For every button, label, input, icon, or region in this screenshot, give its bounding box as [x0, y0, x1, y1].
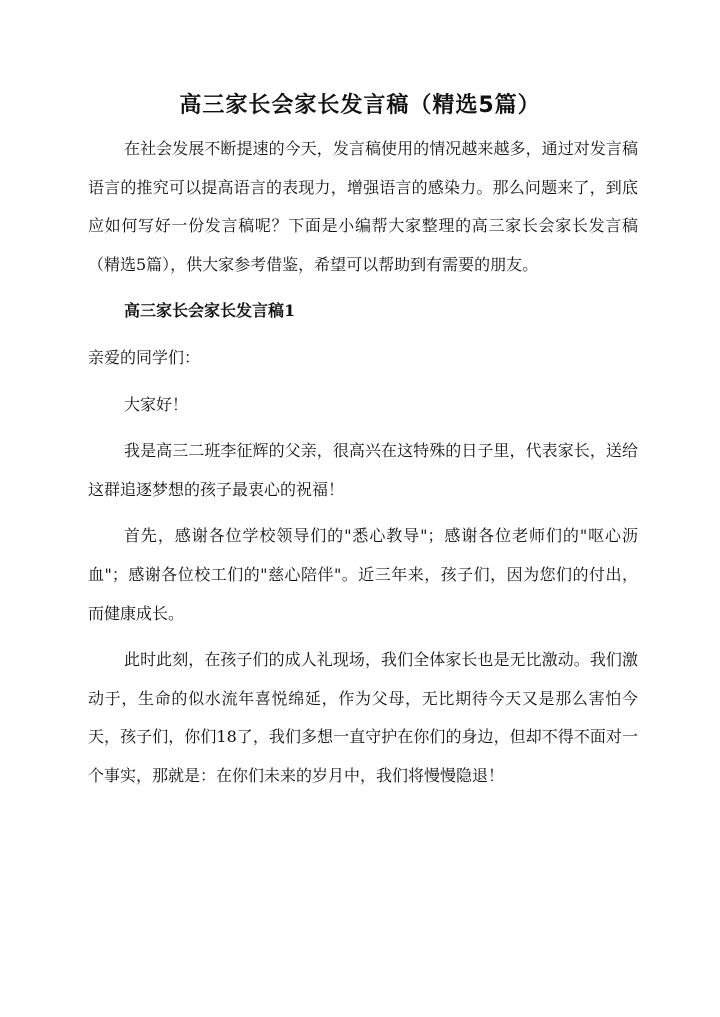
body-paragraph: 首先，感谢各位学校领导们的"悉心教导"；感谢各位老师们的"呕心沥血"；感谢各位校工们的"慈心陪伴"。近三年来，孩子们，因为您们的付出，而健康成长。 [88, 526, 638, 623]
salutation: 亲爱的同学们： [88, 347, 201, 367]
document-title: 高三家长会家长发言稿（精选5篇） [179, 93, 541, 118]
document-body [88, 130, 638, 804]
greeting: 大家好！ [124, 394, 189, 414]
body-paragraph: 此时此刻，在孩子们的成人礼现场，我们全体家长也是无比激动。我们激动于，生命的似水流年喜悦绵延，作为父母，无比期待今天又是那么害怕今天，孩子们，你们18了，我们多想一直守护在你们的身边，但却不得不面对一个事实，那就是：在你们未来的岁月中，我们将慢慢隐退！ [88, 650, 638, 785]
section-heading: 高三家长会家长发言稿1 [124, 301, 296, 321]
body-paragraph: 我是高三二班李征辉的父亲，很高兴在这特殊的日子里，代表家长，送给这群追逐梦想的孩子最衷心的祝福！ [88, 441, 638, 499]
intro-paragraph: 在社会发展不断提速的今天，发言稿使用的情况越来越多，通过对发言稿语言的推究可以提高语言的表现力，增强语言的感染力。那么问题来了，到底应如何写好一份发言稿呢？下面是小编帮大家整理的高三家长会家长发言稿（精选5篇），供大家参考借鉴，希望可以帮助到有需要的朋友。 [88, 139, 638, 274]
